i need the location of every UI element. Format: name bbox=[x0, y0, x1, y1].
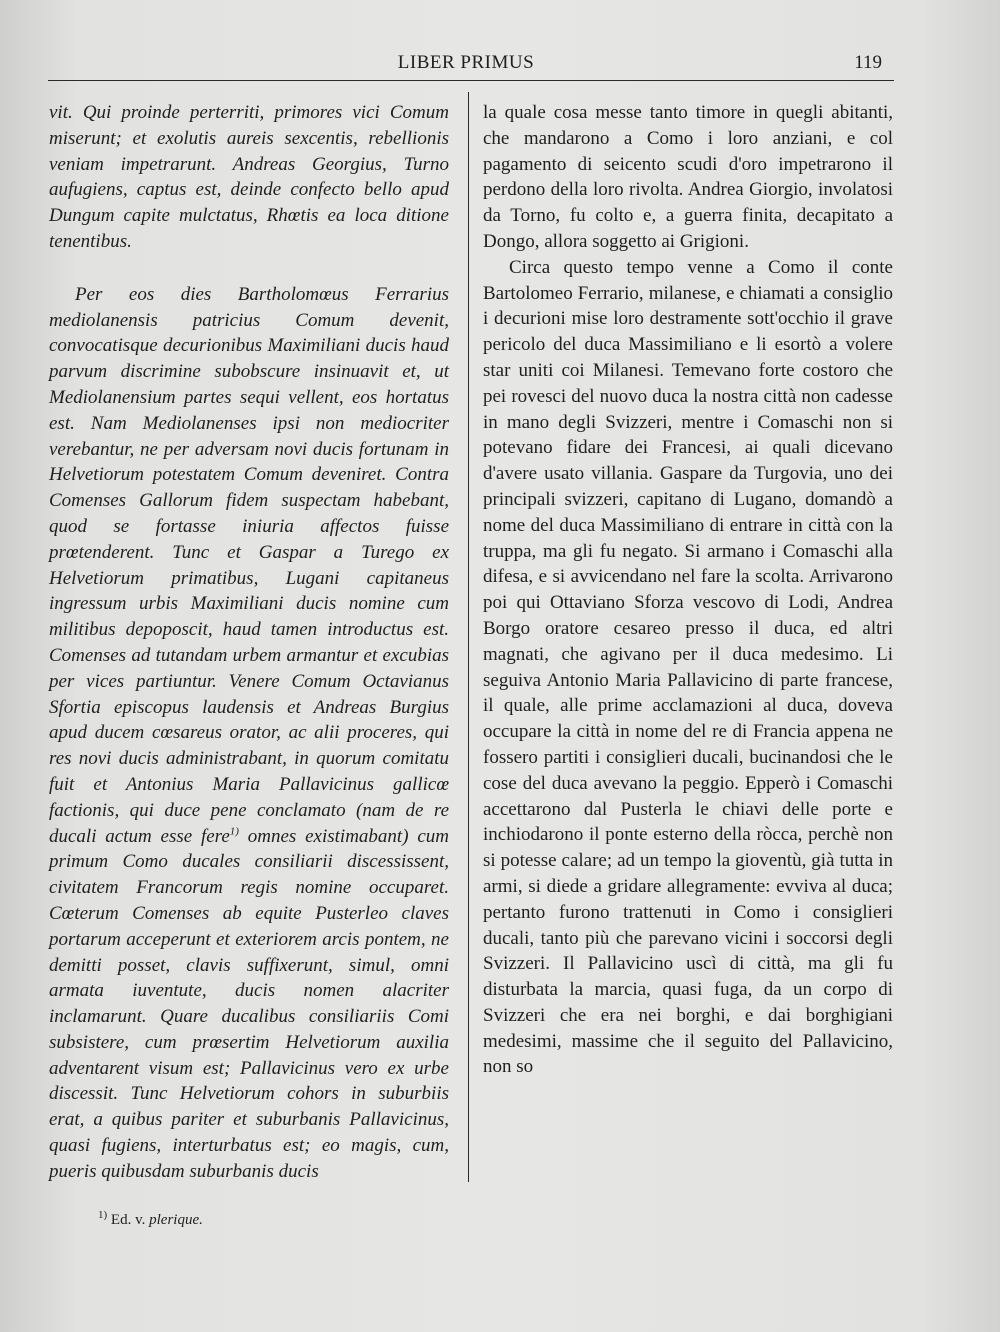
page-number: 119 bbox=[854, 52, 882, 73]
header-rule bbox=[48, 80, 894, 81]
latin-paragraph-2-part-1: Per eos dies Bartholomœus Ferrarius mediolanensis patricius Comum devenit, convocatisque decurionibus Maximiliani ducis haud parvum discrimine subobscure insinuavit et, ut Mediolanensium partes sequi vellent, eos hortatus est. Nam Mediolanenses ipsi non mediocriter verebantur, ne per adversam novi ducis fortunam in Helvetiorum potestatem Comum deveniret. Contra Comenses Gallorum fidem suspectam habebant, quod se fortasse iniuria affectos fuisse prœtenderent. Tunc et Gaspar a Turego ex Helvetiorum primatibus, Lugani capitaneus ingressum urbis Maximiliani ducis nomine cum militibus depoposcit, haud tamen introductus est. Comenses ad tutandam urbem armantur et excubias per vices partiuntur. Venere Comum Octavianus Sfortia episcopus laudensis et Andreas Burgius apud ducem cœsareus orator, ac alii proceres, qui res novi ducis administrabant, in quorum comitatu fuit et Antonius Maria Pallavicinus gallicœ factionis, qui duce pene conclamato (nam de re ducali actum esse fere bbox=[49, 283, 449, 847]
running-title: LIBER PRIMUS bbox=[397, 52, 535, 73]
footnote-italic-word: plerique. bbox=[149, 1212, 203, 1228]
latin-paragraph-2-part-2: omnes existimabant) cum primum Como ducales consiliarii discessissent, civitatem Francorum regis nomine occuparet. Cœterum Comenses ab equite Pusterleo claves portarum acceperunt et exteriorem arcis pontem, ne demitti posset, clavis suffixerunt, simul, omni armata iuventute, ducis nomen alacriter inclamarunt. Quare ducalibus consiliariis Comi subsistere, cum prœsertim Helvetiorum auxilia adventarent visum est; Pallavicinus vero ex urbe discessit. Tunc Helvetiorum cohors in suburbiis erat, a quibus pariter et suburbanis Pallavicinus, quasi fugiens, interturbatus est; eo magis, cum, pueris quibusdam suburbanis ducis bbox=[49, 825, 449, 1182]
footnote-text: Ed. v. bbox=[107, 1212, 150, 1228]
running-head bbox=[48, 52, 884, 78]
italian-paragraph-2: Circa questo tempo venne a Como il conte Bartolomeo Ferrario, milanese, e chiamati a consiglio i decurioni mise loro destramente sott'occhio il grave pericolo del duca Massimiliano e li esortò a volere star uniti coi Milanesi. Temevano forte costoro che pei rovesci del nuovo duca la nostra città non cadesse in mano degli Svizzeri, mentre i Comaschi non si potevano fidare dei Francesi, ai quali dicevano d'avere usato villania. Gaspare da Turgovia, uno dei principali svizzeri, capitano di Lugano, domandò a nome del duca Massimiliano di entrare in città con la truppa, ma gli fu negato. Si armano i Comaschi alla difesa, e si avvicendano nel fare la scolta. Arrivarono poi qui Ottaviano Sforza vescovo di Lodi, Andrea Borgo oratore cesareo presso il duca, ed altri magnati, che agivano per il duca medesimo. Li seguiva Antonio Maria Pallavicino di parte francese, il quale, alle prime acclamazioni al duca, doveva occupare la città in nome del re di Francia appena ne fossero partiti i consiglieri ducali, bucinandosi che le cose del duca avevano la peggio. Epperò i Comaschi accettarono dal Pusterla le chiavi delle porte e inchiodarono il ponte esterno della ròcca, perchè non si potesse calare; ad un tempo la gioventù, già tutta in armi, si diede a gridare allegramente: evviva al duca; pertanto furono trattenuti in Como i consiglieri ducali, tanto più che parevano vicini i soccorsi degli Svizzeri. Il Pallavicino uscì di città, ma gli fu disturbata la marcia, quasi fuga, da un corpo di Svizzeri che era nei borghi, e dai borghigiani medesimi, massime che il seguito del Pallavicino, non so bbox=[483, 256, 893, 1078]
column-divider bbox=[468, 92, 469, 1182]
latin-paragraph-2 bbox=[49, 282, 449, 1185]
italian-column bbox=[483, 100, 893, 1080]
footnote-reference: 1) bbox=[229, 825, 239, 838]
latin-paragraph-1: vit. Qui proinde perterriti, primores vici Comum miserunt; et exolutis aureis sexcentis, rebellionis veniam impetrarunt. Andreas Georgius, Turno aufugiens, captus est, deinde confecto bello apud Dungum capite mulctatus, Rhœtis ea loca ditione tenentibus. bbox=[49, 102, 449, 252]
footnote bbox=[98, 1209, 203, 1229]
italian-paragraph-1: la quale cosa messe tanto timore in quegli abitanti, che mandarono a Como i loro anziani, e col pagamento di seicento scudi d'oro impetrarono il perdono della loro rivolta. Andrea Giorgio, involatosi da Torno, fu colto e, a guerra finita, decapitato a Dongo, allora soggetto ai Grigioni. bbox=[483, 102, 893, 252]
latin-column bbox=[49, 100, 449, 1185]
footnote-marker: 1) bbox=[98, 1209, 108, 1221]
